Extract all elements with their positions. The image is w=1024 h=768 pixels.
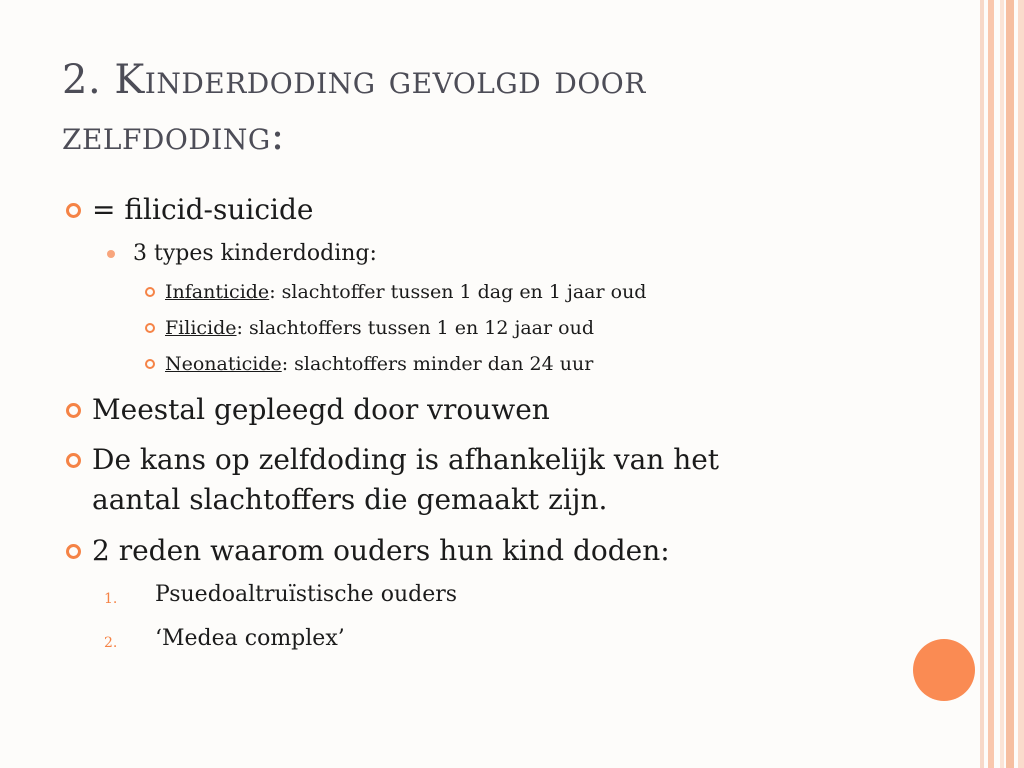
term-underlined: Infanticide (165, 281, 270, 303)
ring-bullet-icon (66, 403, 81, 418)
ring-bullet-icon (145, 323, 155, 333)
stripe (1018, 0, 1024, 768)
bullet-text (165, 278, 646, 306)
stripe (980, 0, 984, 768)
term-underlined: Filicide (165, 317, 237, 339)
title-line-2: zelfdoding: (62, 113, 285, 159)
bullet-text-line1: De kans op zelfdoding is afhankelijk van het (92, 443, 720, 476)
bullet-text: 2 reden waarom ouders hun kind doden: (92, 534, 670, 567)
term-description: : slachtoffers minder dan 24 uur (281, 353, 594, 375)
bullet-text: 3 types kinderdoding: (133, 241, 377, 266)
right-decorative-stripes (978, 0, 1024, 768)
title-line-1: 2. Kinderdoding gevolgd door (62, 57, 646, 103)
term-description: : slachtoffer tussen 1 dag en 1 jaar oud (269, 281, 647, 303)
ring-bullet-icon (66, 453, 81, 468)
item-number: 1. (104, 591, 118, 607)
stripe (1006, 0, 1014, 768)
ring-bullet-icon (145, 287, 155, 297)
item-text: ‘Medea complex’ (155, 626, 345, 651)
bullet-text: Meestal gepleegd door vrouwen (92, 393, 550, 426)
ring-bullet-icon (145, 359, 155, 369)
ring-bullet-icon (66, 203, 81, 218)
bullet-text-line2: aantal slachtoffers die gemaakt zijn. (92, 483, 608, 516)
ring-bullet-icon (66, 544, 81, 559)
item-number: 2. (104, 635, 118, 651)
term-underlined: Neonaticide (165, 353, 282, 375)
stripe (1000, 0, 1004, 768)
slide-title (62, 52, 882, 164)
decorative-circle (913, 639, 975, 701)
bullet-text (165, 350, 593, 378)
term-description: : slachtoffers tussen 1 en 12 jaar oud (236, 317, 594, 339)
bullet-text: = filicid-suicide (92, 193, 314, 226)
bullet-text (165, 314, 594, 342)
stripe (988, 0, 994, 768)
item-text: Psuedoaltruïstische ouders (155, 582, 458, 607)
dot-bullet-icon (107, 250, 115, 258)
